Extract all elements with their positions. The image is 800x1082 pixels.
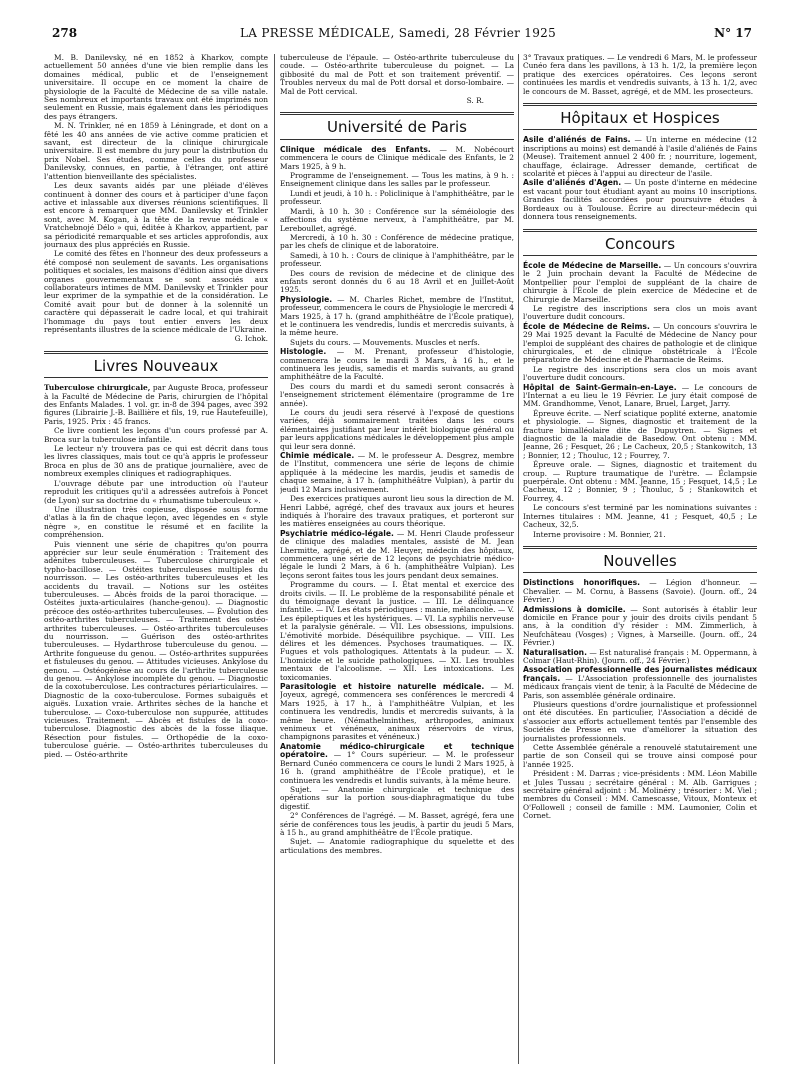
notice-text: — L'Association professionnelle des journalistes médicaux français vient de tenir, à la Faculté de Médecine de Paris, son assemblée générale ordinaire. bbox=[523, 673, 757, 700]
notice-text: — Sont autorisés à établir leur domicile en France pour y jouir des droits civils pendant 5 ans, à la condition d'y résider : MM. Zimmerlich, à Neufchâteau (Vosges) ; Vignes, à Marseille. (Journ. off., 24 Février.) bbox=[523, 604, 757, 648]
course-title: Parasitologie et histoire naturelle médicale. bbox=[280, 682, 485, 692]
notice-entry bbox=[523, 323, 757, 365]
paragraph: Le registre des inscriptions sera clos un mois avant l'ouverture dudit concours. bbox=[523, 303, 757, 322]
author-signature: G. Ichok. bbox=[234, 334, 268, 344]
course-title: Histologie. bbox=[280, 347, 327, 357]
course-title: Chimie médicale. bbox=[280, 451, 355, 461]
paragraph: Sujet. — Anatomie radiographique du squelette et des articulations des membres. bbox=[280, 837, 514, 855]
notice-title: Association professionnelle des journalistes médicaux français. bbox=[523, 665, 757, 683]
paragraph: Le comité des fêtes en l'honneur des deux professeurs a été composé non seulement de savants. Les organisations politiques et sociales, les maisons d'édition ainsi que divers organes gouvernementaux se sont associés aux collaborateurs intimes de MM. Danilevsky et Trinkler pour leur exprimer de la sympathie et de la considération. Le Comité avait pour but de donner à la solennité un caractère qui dépasserait le cadre local, et qui trahirait l'hommage du pays tout entier envers les deux représentants illustres de la science médicale de l'Ukraine. bbox=[44, 249, 268, 334]
notice-entry bbox=[523, 136, 757, 178]
paragraph: Ce livre contient les leçons d'un cours professé par A. Broca sur la tuberculose infantile. bbox=[44, 426, 268, 444]
book-title: Tuberculose chirurgicale, bbox=[44, 383, 151, 393]
course-text: — M. Nobécourt commencera le cours de Clinique médicale des Enfants, le 2 Mars 1925, à 9 h. bbox=[280, 144, 514, 171]
notice-entry bbox=[523, 179, 757, 221]
course-text: — 1° Cours supérieur. — M. le professeur Bernard Cunéo commencera ce cours le lundi 2 Mars 1925, à 16 h. (grand amphithéâtre de l'École pratique), et le continuera les vendredis et lundis suivants, à la même heure. bbox=[280, 750, 514, 785]
section-heading-hopitaux: Hôpitaux et Hospices bbox=[523, 103, 757, 130]
notice-title: Asile d'aliénés de Fains. bbox=[523, 135, 631, 145]
paragraph: Mardi, à 10 h. 30 : Conférence sur la séméiologie des affections du système nerveux, à l'amphithéâtre, par M. Lereboullet, agrégé. bbox=[280, 206, 514, 233]
course-entry bbox=[280, 296, 514, 338]
course-text: — M. Prenant, professeur d'histologie, commencera le cours le mardi 3 Mars, à 16 h., et le continuera les jeudis, samedis et mardis suivants, au grand amphithéâtre de la Faculté. bbox=[280, 347, 514, 382]
notice-entry bbox=[523, 579, 757, 604]
paragraph: 2° Conférences de l'agrégé. — M. Basset, agrégé, fera une série de conférences tous les jeudis, à partir du jeudi 5 Mars, à 15 h., au grand amphithéâtre de l'École pratique. bbox=[280, 811, 514, 837]
course-title: Anatomie médico-chirurgicale et technique opératoire. bbox=[280, 741, 514, 760]
column-left bbox=[44, 54, 268, 1064]
notice-entry bbox=[523, 262, 757, 304]
section-heading-livres: Livres Nouveaux bbox=[44, 351, 268, 378]
paragraph: Le registre des inscriptions sera clos un mois avant l'ouverture dudit concours. bbox=[523, 364, 757, 383]
paragraph: Samedi, à 10 h. : Cours de clinique à l'amphithéâtre, par le professeur. bbox=[280, 250, 514, 269]
course-text: — M. le professeur A. Desgrez, membre de l'Institut, commencera une série de leçons de chimie appliquée à la médecine les mardis, jeudis et samedis de chaque semaine, à 17 h. (amphithéâtre Vulpian), à partir du jeudi 12 Mars inclusivement. bbox=[280, 451, 514, 494]
paragraph: Président : M. Darras ; vice-présidents : MM. Léon Mabille et Jules Tussau ; secrétaire général : M. Alb. Garrigues ; secrétaire général adjoint : M. Molinéry ; trésorier : M. Viel ; membres du Conseil : MM. Camescasse, Vitoux, Monteux et O'Followell ; conseil de famille : MM. Laumonier, Colin et Cornet. bbox=[523, 769, 757, 821]
paragraph: Épreuve orale. — Signes, diagnostic et traitement du croup. — Rupture traumatique de l'urètre. — Éclampsie puerpérale. Ont obtenu : MM. Jeanne, 15 ; Fesquet, 14,5 ; Le Cacheux, 12 ; Bonnier, 9 ; Thouluc, 5 ; Stankowitch et Fourrey, 4. bbox=[523, 460, 757, 503]
column-divider bbox=[518, 54, 519, 1064]
course-entry bbox=[280, 146, 514, 171]
paragraph: Le concours s'est terminé par les nominations suivantes : Internes titulaires : MM. Jeanne, 41 ; Fesquet, 40,5 ; Le Cacheux, 32,5. bbox=[523, 503, 757, 530]
paragraph: 3° Travaux pratiques. — Le vendredi 6 Mars, M. le professeur Cunéo fera dans les pavillons, à 13 h. 1/2, la première leçon pratique des exercices opératoires. Ces leçons seront continuées les mardis et vendredis suivants, à 13 h. 1/2, avec le concours de M. Basset, agrégé, et de MM. les prosecteurs. bbox=[523, 54, 757, 96]
book-description: par Auguste Broca, professeur à la Faculté de Médecine de Paris, chirurgien de l'hôpital des Enfants Malades. 1 vol. gr. in-8 de 394 pages, avec 392 figures (Librairie J.-B. Baillière et fils, 19, rue Hautefeuille), Paris, 1925. Prix : 45 francs. bbox=[44, 383, 268, 426]
column-divider bbox=[274, 54, 275, 1064]
paragraph: Sujets du cours. — Mouvements. Muscles et nerfs. bbox=[290, 337, 480, 347]
notice-title: Hôpital de Saint-Germain-en-Laye. bbox=[523, 382, 677, 392]
course-entry bbox=[280, 348, 514, 382]
notice-title: Admissions à domicile. bbox=[523, 604, 626, 614]
paragraph: Les deux savants aidés par une pléiade d'élèves continuent à donner des cours et à participer d'une façon active et inlassable aux diverses réunions scientifiques. Il est encore à remarquer que MM. Danilevsky et Trinkler sont, avec M. Kogan, à la tête de la revue médicale « Vratchebnojé Délo » qui, éditée à Kharkov, appartient, par sa périodicité remarquable et ses articles approfondis, aux journaux des plus appréciés en Russie. bbox=[44, 181, 268, 249]
paragraph: Le lecteur n'y trouvera pas ce qui est décrit dans tous les livres classiques, mais tout ce qu'à appris le professeur Broca en plus de 30 ans de pratique journalière, avec de nombreux exemples cliniques et radiographiques. bbox=[44, 444, 268, 479]
paragraph: Programme du cours. — I. État mental et exercice des droits civils. — II. Le problème de la responsabilité pénale et du témoignage devant la justice. — III. Le délinquance infantile. — IV. Les états périodiques : manie, mélancolie. — V. Les épileptiques et les hystériques. — VI. La syphilis nerveuse et la paralysie générale. — VII. Les obsessions, impulsions. L'émotivité morbide. Déséquilibre psychique. — VIII. Les délires et les démences. Psychoses traumatiques. — IX. Fugues et vols pathologiques. Attentats à la pudeur. — X. L'homicide et le suicide pathologiques. — XI. Les troubles mentaux de l'alcoolisme. — XII. Les intoxications. Les toxicomanies. bbox=[280, 580, 514, 682]
paragraph: Des cours du mardi et du samedi seront consacrés à l'enseignement strictement élémentaire (programme de 1re année). bbox=[280, 381, 514, 408]
author-signature: S. R. bbox=[466, 96, 484, 106]
page-number: 278 bbox=[52, 26, 78, 40]
course-title: Physiologie. bbox=[280, 294, 333, 304]
section-heading-nouvelles: Nouvelles bbox=[523, 546, 757, 573]
notice-entry bbox=[523, 384, 757, 409]
paragraph: Programme de l'enseignement. — Tous les matins, à 9 h. : Enseignement clinique dans les salles par le professeur. bbox=[280, 171, 514, 189]
notice-text: — Le concours de l'Internat a eu lieu le 19 Février. Le jury était composé de MM. Grandhomme, Venot, Lanare, Bruel, Larget, Jarry. bbox=[523, 382, 757, 409]
notice-title: Naturalisation. bbox=[523, 647, 587, 657]
paragraph: Le cours du jeudi sera réservé à l'exposé de questions variées, déjà sommairement traitées dans les cours élémentaires justifiant par leur intérêt biologique général ou par leurs applications médicales le développement plus ample qui leur sera donné. bbox=[280, 408, 514, 451]
course-entry bbox=[280, 683, 514, 742]
paragraph: Mercredi, à 10 h. 30 : Conférence de médecine pratique, par les chefs de clinique et de laboratoire. bbox=[280, 232, 514, 251]
notice-text: — Un poste d'interne en médecine est vacant pour tout étudiant ayant au moins 10 inscriptions. Grandes facilités accordées pour poursuivre études à Bordeaux ou à Toulouse. Écrire au directeur-médecin qui donnera tous renseignements. bbox=[523, 178, 757, 222]
notice-text: — Un interne en médecine (12 inscriptions au moins) est demandé à l'asile d'aliénés de Fains (Meuse). Traitement annuel 2 400 fr. ; nourriture, logement, chauffage, éclairage. Adresser demande, certificat de scolarité et pièces à l'appui au directeur de l'asile. bbox=[523, 135, 757, 179]
course-text: — M. Joyeux, agrégé, commencera ses conférences le mercredi 4 Mars 1925, à 17 h., à l'amphithéâtre Vulpian, et les continuera les vendredis, lundis et mercredis suivants, à la même heure. (Némathelminthes, arthropodes, animaux venimeux et vénéneux, animaux réservoirs de virus, champignons parasites et vénéneux.) bbox=[280, 682, 514, 742]
notice-entry bbox=[523, 606, 757, 648]
notice-title: École de Médecine de Reims. bbox=[523, 321, 650, 331]
paragraph: Puis viennent une série de chapitres qu'on pourra apprécier sur leur seule énumération : Traitement des adénites tuberculeuses. — Tuberculose chirurgicale et typho-bacillose. — Ostéites tuberculeuses multiples du nourrisson. — Les ostéo-arthrites tuberculeuses et les accidents du travail. — Notions sur les ostéites tuberculeuses. — Abcès froids de la paroi thoracique. — Ostéites juxta-articulaires (hanche-genou). — Diagnostic précoce des ostéo-arthrites tuberculeuses. — Évolution des ostéo-arthrites tuberculeuses. — Traitement des ostéo-arthrites tuberculeuses. — Ostéo-arthrites tuberculeuses du nourrisson. — Guérison des ostéo-arthrites tuberculeuses. — Hydarthrose tuberculeuse du genou. — Arthrite fongueuse du genou. — Ostéo-arthrites suppurées et fistuleuses du genou. — Attitudes vicieuses. Ankylose du genou. — Ostéogénèse au cours de l'arthrite tuberculeuse du genou. — Ankylose incomplète du genou. — Diagnostic de la coxotuberculose. Les contractures périarticulaires. — Diagnostic de la coxo-tuberculose. Formes subaiguës et aiguës. Luxation vraie. Arthrites sèches de la hanche et tuberculose. — Coxo-tuberculose non suppurée, attitudes vicieuses. Traitement. — Abcès et fistules de la coxo-tuberculose. Diagnostic des abcès de la fosse iliaque. Résection pour fistules. — Orthopédie de la coxo-tuberculose guérie. — Ostéo-arthrites tuberculeuses du pied. — Ostéo-arthrite bbox=[44, 539, 268, 759]
notice-text: — Un concours s'ouvrira le 2 Juin prochain devant la Faculté de Médecine de Montpellier pour l'emploi de suppléant de la chaire de chirurgie à l'École de plein exercice de Médecine et de Chirurgie de Marseille. bbox=[523, 260, 757, 304]
notice-text: — Est naturalisé français : M. Oppermann, à Colmar (Haut-Rhin). (Journ. off., 24 Février.) bbox=[523, 647, 757, 665]
course-entry bbox=[280, 743, 514, 785]
paragraph: Des exercices pratiques auront lieu sous la direction de M. Henri Labbé, agrégé, chef des travaux aux jours et heures indiqués à l'horaire des travaux pratiques, et porteront sur les matières enseignées au cours théorique. bbox=[280, 494, 514, 529]
paragraph: Plusieurs questions d'ordre journalistique et professionnel ont été discutées. En particulier, l'Association a décidé de s'associer aux efforts actuellement tentés par l'ensemble des Sociétés de Presse en vue d'améliorer la situation des journalistes professionnels. bbox=[523, 700, 757, 743]
course-title: Clinique médicale des Enfants. bbox=[280, 144, 431, 154]
notice-text: — Un concours s'ouvrira le 29 Mai 1925 devant la Faculté de Médecine de Nancy pour l'emploi de suppléant des chaires de pathologie et de clinique chirurgicales, et de clinique obstétricale à l'École préparatoire de Médecine et de Pharmacie de Reims. bbox=[523, 321, 757, 365]
notice-title: École de Médecine de Marseille. bbox=[523, 260, 662, 270]
paragraph: Interne provisoire : M. Bonnier, 21. bbox=[533, 529, 666, 539]
paragraph: Une illustration très copieuse, disposée sous forme d'atlas à la fin de chaque leçon, avec légendes en « style nègre », en constitue le résumé et en facilite la compréhension. bbox=[44, 504, 268, 540]
issue-number: N° 17 bbox=[714, 26, 752, 40]
course-entry bbox=[280, 530, 514, 580]
notice-text: — Légion d'honneur. — Chevalier. — M. Cornu, à Bassens (Savoie). (Journ. off., 24 Février.) bbox=[523, 578, 757, 605]
notice-title: Asile d'aliénés d'Agen. bbox=[523, 178, 622, 188]
section-heading-universite: Université de Paris bbox=[280, 112, 514, 139]
course-text: — M. Charles Richet, membre de l'Institut, professeur, commencera le cours de Physiologie le mercredi 4 Mars 1925, à 17 h. (grand amphithéâtre de l'École pratique), et le continuera les vendredis, lundis et mercredis suivants, à la même heure. bbox=[280, 294, 514, 338]
paragraph: Épreuve écrite. — Nerf sciatique poplité externe, anatomie et physiologie. — Signes, diagnostic et traitement de la fracture bimalléolaire dite de Dupuytren. — Signes et diagnostic de la maladie de Basedow. Ont obtenu : MM. Jeanne, 26 ; Fesquet, 26 ; Le Cacheux, 20,5 ; Stankowitch, 13 ; Bonnier, 12 ; Thouluc, 12 ; Fourrey, 7. bbox=[523, 408, 757, 460]
paragraph: M. B. Danilevsky, né en 1852 à Kharkov, compte actuellement 50 années d'une vie bien remplie dans les domaines médical, public et de l'enseignement universitaire. Il occupe en ce moment la chaire de physiologie de la Faculté de Médecine de sa ville natale. Ses nombreux et importants travaux ont été imprimés non seulement en Russie, mais également dans les périodiques des pays étrangers. bbox=[44, 54, 268, 121]
paragraph: Sujet. — Anatomie chirurgicale et technique des opérations sur la portion sous-diaphragmatique du tube digestif. bbox=[280, 784, 514, 811]
notice-title: Distinctions honorifiques. bbox=[523, 578, 641, 588]
notice-entry bbox=[523, 649, 757, 666]
course-text: — M. Henri Claude professeur de clinique des maladies mentales, assisté de M. Jean Lhermitte, agrégé, et de M. Heuyer, médecin des hôpitaux, commencera une série de 12 leçons de psychiatrie médico-légale le lundi 2 Mars, à 6 h. (amphithéâtre Vulpian). Les leçons seront faites tous les jours pendant deux semaines. bbox=[280, 528, 514, 580]
column-middle bbox=[280, 54, 514, 1064]
paragraph: Lundi et jeudi, à 10 h. : Policlinique à l'amphithéâtre, par le professeur. bbox=[280, 188, 514, 207]
paragraph: M. N. Trinkler, né en 1859 à Léningrade, et dont on a fêté les 40 ans années de vie active comme praticien et savant, est directeur de la clinique chirurgicale universitaire. Il est membre du jury pour la distribution du prix Nobel. Ses études, comme celles du professeur Danilevsky, connues, en partie, à l'étranger, ont attiré l'attention bienveillante des spécialistes. bbox=[44, 121, 268, 181]
page-header bbox=[44, 26, 752, 44]
notice-entry bbox=[523, 666, 757, 700]
paragraph: tuberculeuse de l'épaule. — Ostéo-arthrite tuberculeuse du coude. — Ostéo-arthrite tuberculeuse du poignet. — La gibbosité du mal de Pott et son traitement préventif. — Troubles nerveux du mal de Pott dorsal et dorso-lombaire. — Mal de Pott cervical. bbox=[280, 54, 514, 96]
paragraph: L'ouvrage débute par une introduction où l'auteur reproduit les critiques qu'il a adressées autrefois à Poncet (de Lyon) sur sa doctrine du « rhumatisme tuberculeux ». bbox=[44, 478, 268, 505]
course-title: Psychiatrie médico-légale. bbox=[280, 528, 394, 538]
paragraph: Des cours de revision de médecine et de clinique des enfants seront donnés du 6 au 18 Avril et en Juillet-Août 1925. bbox=[280, 268, 514, 295]
column-right bbox=[523, 54, 757, 1064]
paragraph: Cette Assemblée générale a renouvelé statutairement une partie de son Conseil qui se trouve ainsi composé pour l'année 1925. bbox=[523, 743, 757, 769]
section-heading-concours: Concours bbox=[523, 229, 757, 256]
journal-title: LA PRESSE MÉDICALE, Samedi, 28 Février 1925 bbox=[239, 26, 557, 40]
book-entry bbox=[44, 384, 268, 426]
course-entry bbox=[280, 452, 514, 494]
